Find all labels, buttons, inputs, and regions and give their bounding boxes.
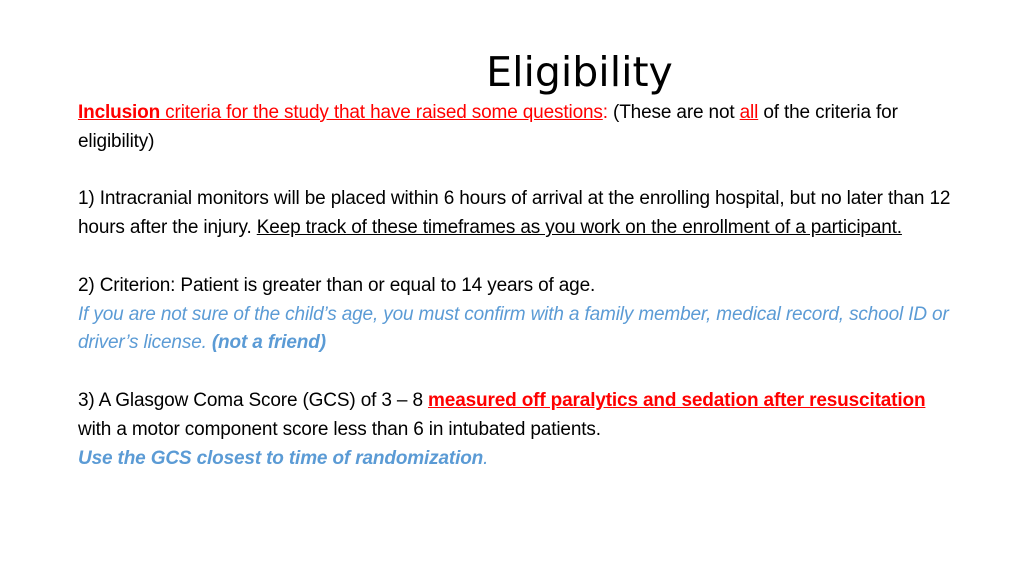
spacer	[78, 358, 958, 387]
criterion-3-highlight: measured off paralytics and sedation after resuscitation	[428, 389, 926, 411]
criterion-2: 2) Criterion: Patient is greater than or equal to 14 years of age.	[78, 274, 596, 296]
criterion-3-note-end: .	[483, 447, 489, 469]
criterion-2-note	[78, 301, 958, 359]
criterion-3	[78, 387, 958, 445]
inclusion-intro	[78, 99, 958, 157]
criterion-3-note	[78, 445, 958, 474]
criterion-2-note-bold: (not a friend)	[211, 332, 326, 354]
intro-end: of the criteria for eligibility)	[78, 102, 898, 152]
criterion-3-note-bold: Use the GCS closest to time of randomization	[78, 447, 484, 469]
all-word: all	[739, 102, 759, 123]
spacer	[78, 157, 958, 186]
criterion-3-rest: with a motor component score less than 6 in intubated patients.	[78, 418, 601, 440]
slide-body	[78, 99, 958, 473]
inclusion-word: Inclusion	[78, 102, 161, 123]
criterion-2-note-text: If you are not sure of the child’s age, you must confirm with a family member, medical record, school ID or driver’s license.	[78, 303, 949, 354]
criterion-1-text: 1) Intracranial monitors will be placed within 6 hours of arrival at the enrolling hospital, but no later than 12 hours after the injury.	[78, 188, 951, 239]
criteria-phrase: criteria for the study that have raised some questions	[160, 102, 603, 123]
criterion-3-text: 3) A Glasgow Coma Score (GCS) of 3 – 8	[78, 389, 429, 411]
criteria-colon: :	[602, 102, 608, 123]
criterion-1-underlined: Keep track of these timeframes as you work on the enrollment of a participant.	[256, 217, 902, 239]
slide-title: Eligibility	[486, 48, 673, 96]
criterion-1	[78, 185, 958, 243]
intro-middle: (These are not	[607, 102, 740, 123]
spacer	[78, 243, 958, 272]
